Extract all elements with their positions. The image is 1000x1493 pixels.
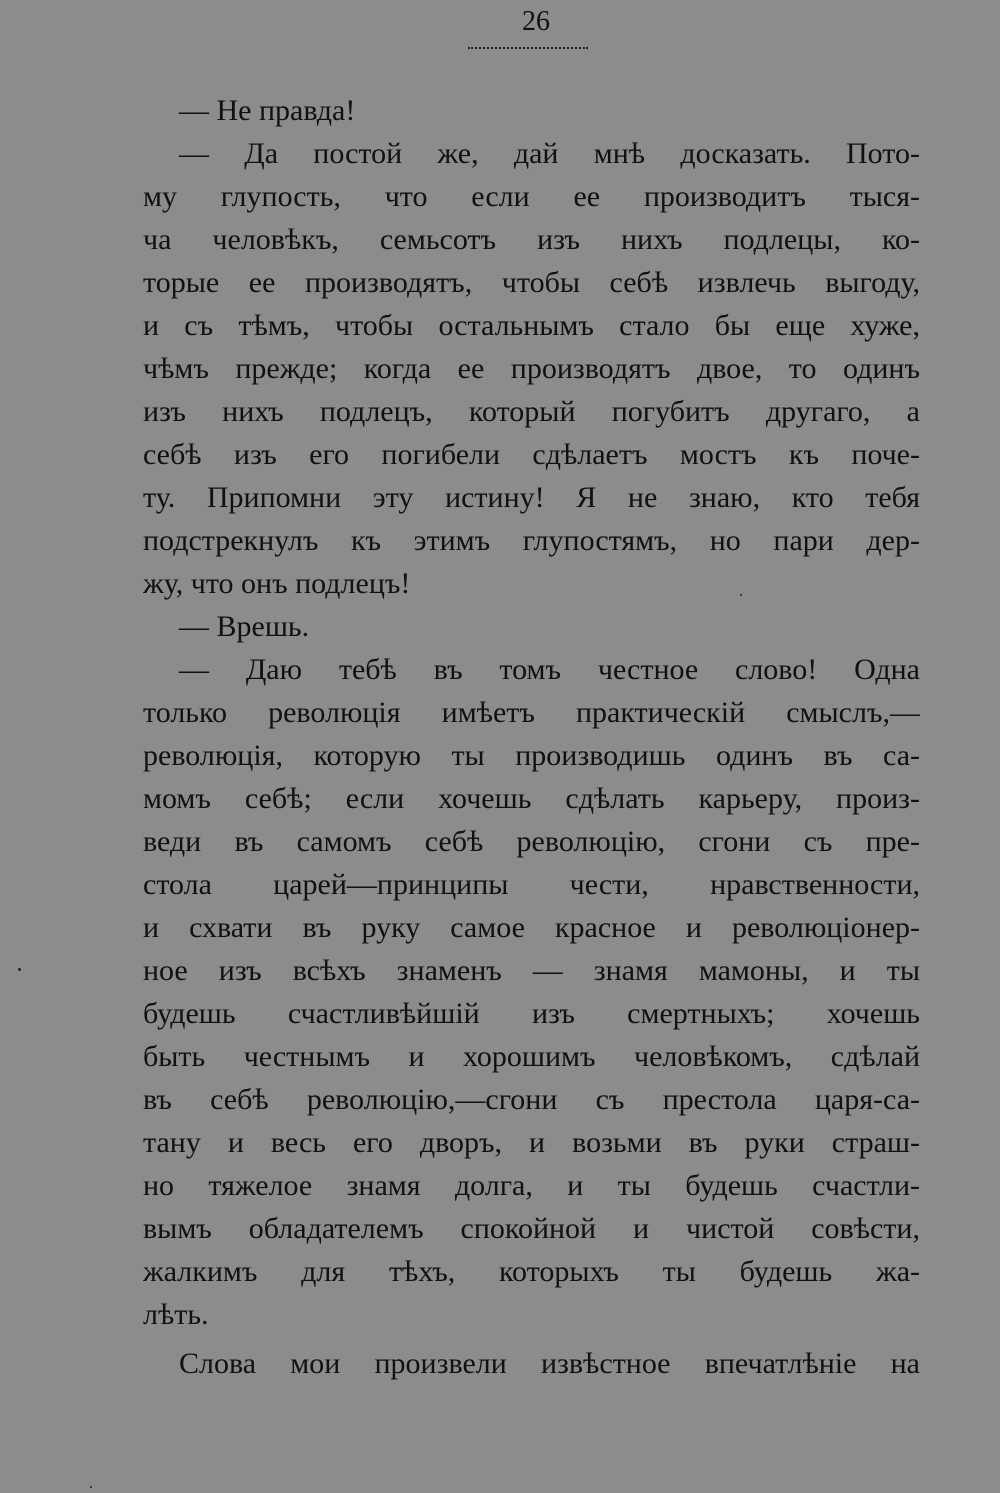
text-line: — Даю тебѣ въ томъ честное слово! Одна (179, 653, 920, 686)
text-line: подстрекнулъ къ этимъ глупостямъ, но пари дер- (143, 524, 920, 557)
text-line: — Не правда! (179, 94, 356, 127)
text-line: ту. Припомни эту истину! Я не знаю, кто тебя (143, 481, 920, 514)
text-line: Слова мои произвели извѣстное впечатлѣніе на (179, 1347, 920, 1380)
text-line: стола царей—принципы чести, нравственности, (143, 868, 920, 901)
text-line: жалкимъ для тѣхъ, которыхъ ты будешь жа- (143, 1255, 920, 1288)
text-line: тану и весь его дворъ, и возьми въ руки страш- (143, 1126, 920, 1159)
text-line: въ себѣ революцію,—сгони съ престола царя-са- (143, 1083, 920, 1116)
text-line: но тяжелое знамя долга, и ты будешь счастли- (143, 1169, 920, 1202)
print-speck (90, 1486, 92, 1488)
header-rule (468, 47, 588, 49)
text-line: только революція имѣетъ практическій смыслъ,— (143, 696, 920, 729)
text-line: и схвати въ руку самое красное и революціонер- (143, 911, 920, 944)
text-line: момъ себѣ; если хочешь сдѣлать карьеру, произ- (143, 782, 920, 815)
text-line: и съ тѣмъ, чтобы остальнымъ стало бы еще хуже, (143, 309, 920, 342)
text-line: изъ нихъ подлецъ, который погубитъ другаго, а (143, 395, 920, 428)
body-text (143, 89, 920, 1385)
text-line: жу, что онъ подлецъ! (143, 567, 411, 600)
page-number: 26 (522, 6, 550, 37)
text-line: лѣть. (143, 1298, 209, 1331)
text-line: — Врешь. (179, 610, 310, 643)
text-line: — Да постой же, дай мнѣ досказать. Пото- (179, 137, 920, 170)
text-line: чѣмъ прежде; когда ее производятъ двое, то одинъ (143, 352, 920, 385)
print-speck (18, 968, 21, 971)
text-line: торые ее производятъ, чтобы себѣ извлечь выгоду, (143, 266, 920, 299)
text-line: будешь счастливѣйшій изъ смертныхъ; хочешь (143, 997, 920, 1030)
text-line: ное изъ всѣхъ знаменъ — знамя мамоны, и ты (143, 954, 920, 987)
text-line: веди въ самомъ себѣ революцію, сгони съ пре- (143, 825, 920, 858)
text-line: ча человѣкъ, семьсотъ изъ нихъ подлецы, ко- (143, 223, 920, 256)
text-line: вымъ обладателемъ спокойной и чистой совѣсти, (143, 1212, 920, 1245)
text-line: себѣ изъ его погибели сдѣлаетъ мостъ къ поче- (143, 438, 920, 471)
text-line: быть честнымъ и хорошимъ человѣкомъ, сдѣлай (143, 1040, 920, 1073)
print-speck (740, 594, 742, 596)
text-line: му глупость, что если ее производитъ тыся- (143, 180, 920, 213)
text-line: революція, которую ты производишь одинъ въ са- (143, 739, 920, 772)
